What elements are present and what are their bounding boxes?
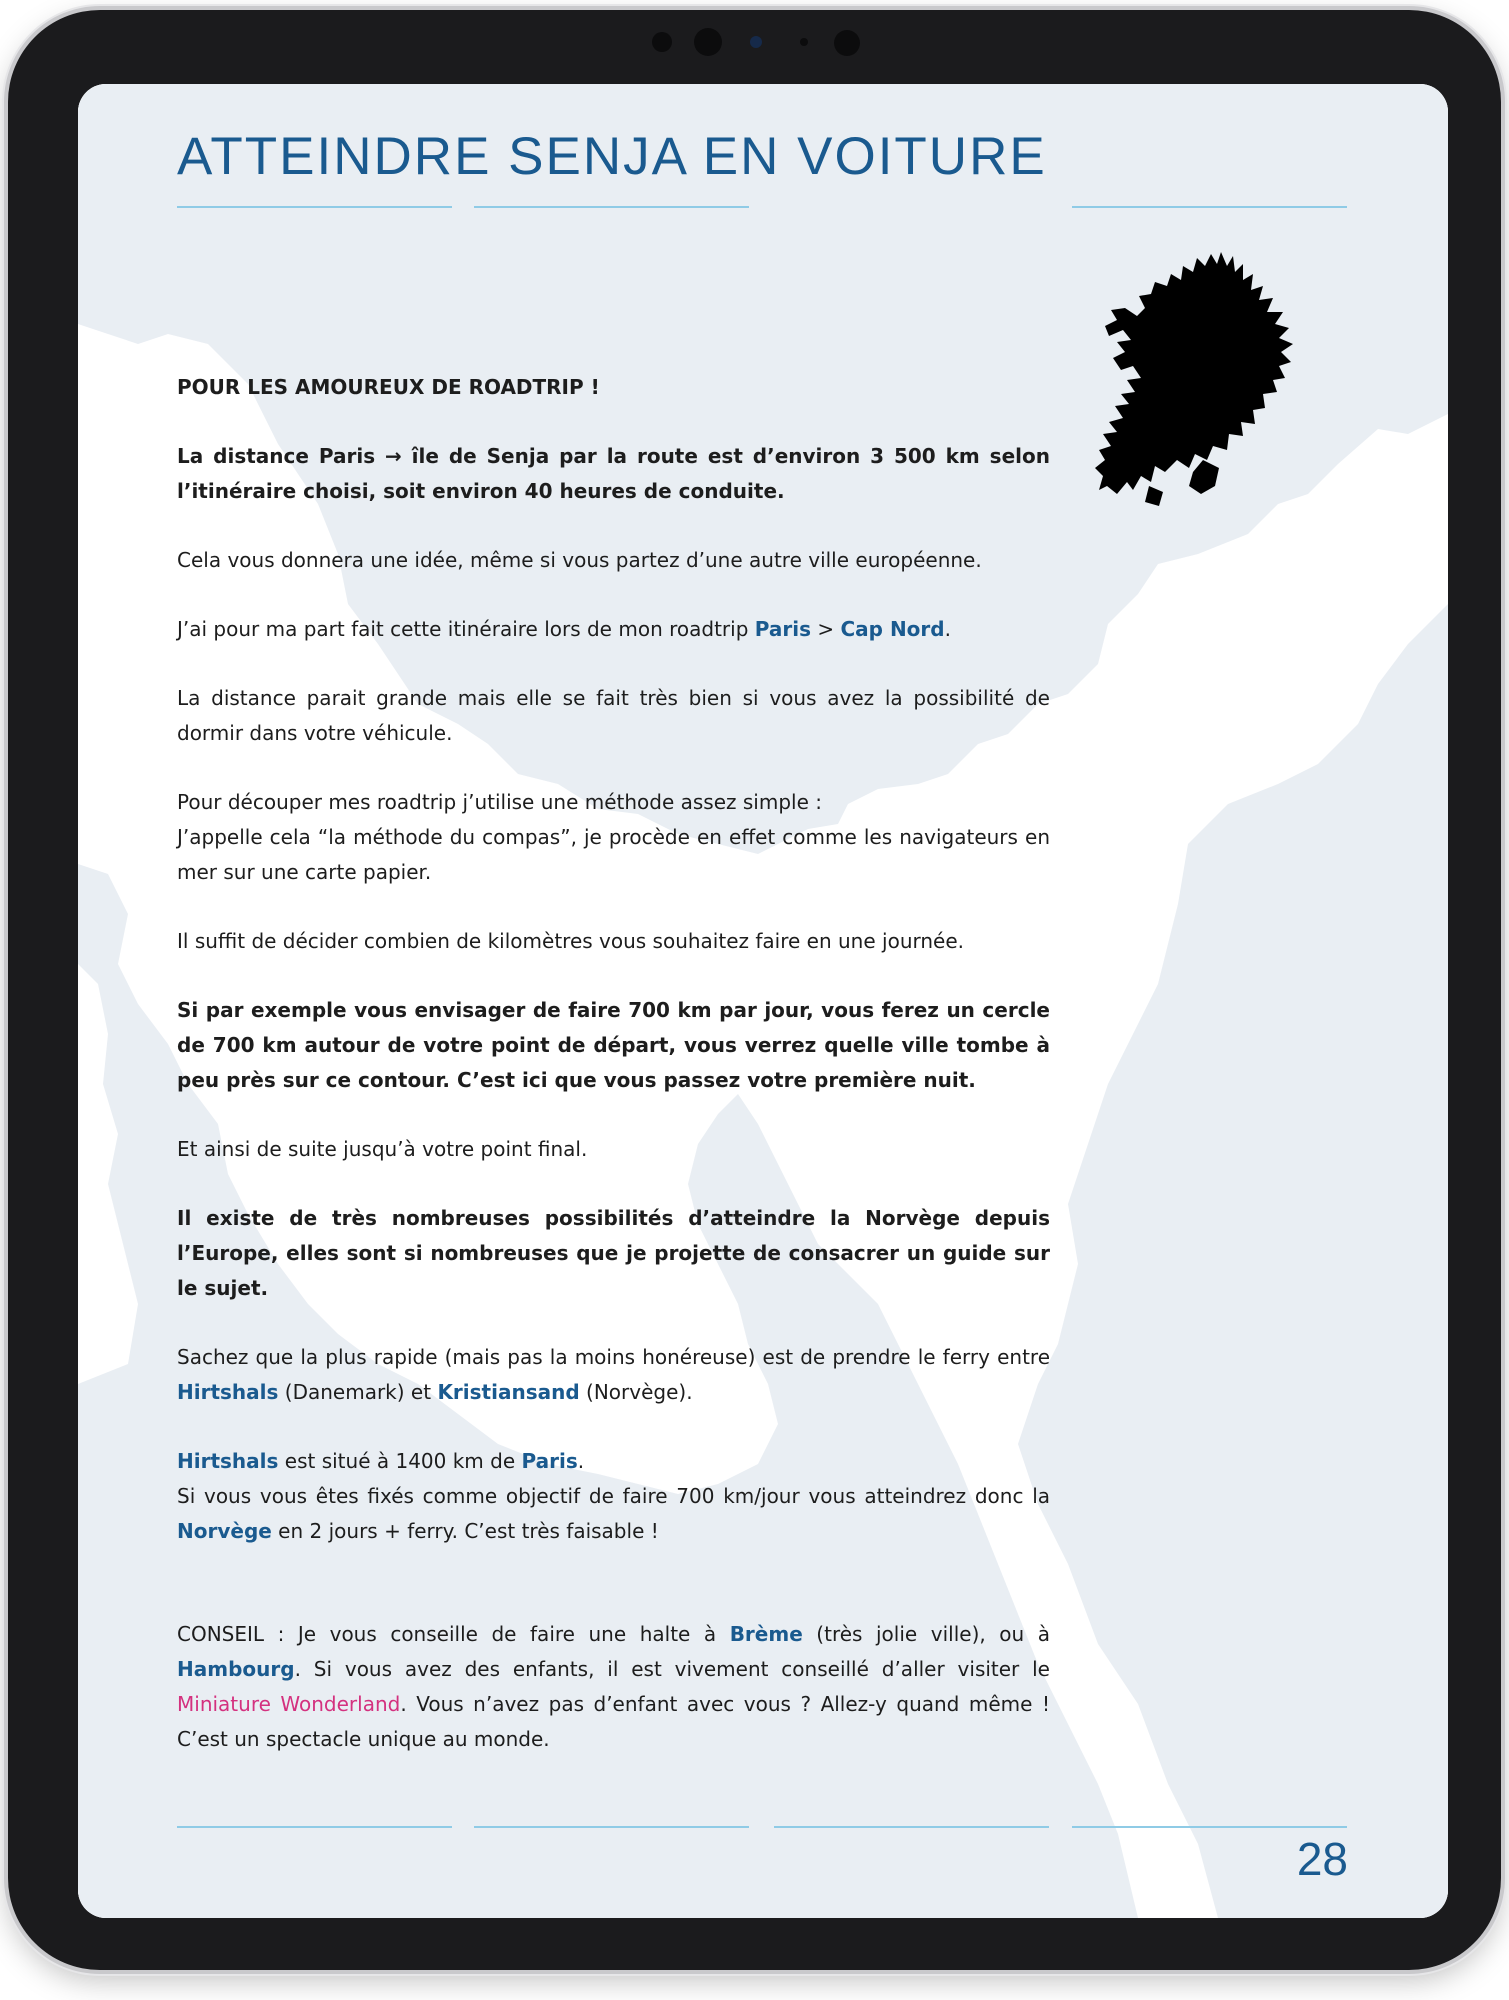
paragraph-compass-method: J’appelle cela “la méthode du compas”, je procède en effet comme les navigateurs en mer sur une carte papier. <box>177 825 1050 884</box>
conseil-text-mid2: . Si vous avez des enfants, il est vivement conseillé d’aller visiter le <box>294 1657 1050 1681</box>
link-miniature-wonderland[interactable]: Miniature Wonderland <box>177 1692 401 1716</box>
conseil-text-before: CONSEIL : Je vous conseille de faire une halte à <box>177 1622 730 1646</box>
tablet-frame <box>8 10 1501 1970</box>
camera-lens <box>694 28 722 56</box>
paragraph-conseil <box>177 1617 1050 1757</box>
paragraph-idea: Cela vous donnera une idée, même si vous partez d’une autre ville européenne. <box>177 548 982 572</box>
itinerary-text-after: . <box>944 617 951 641</box>
objective-text-after: en 2 jours + ferry. C’est très faisable ! <box>271 1519 659 1543</box>
paragraph-distance: La distance Paris → île de Senja par la route est d’environ 3 500 km selon l’itinéraire choisi, soit environ 40 heures de conduite. <box>177 444 1050 503</box>
bottom-rule-4 <box>1072 1826 1347 1828</box>
document-page <box>78 84 1448 1918</box>
top-rule-1 <box>177 206 452 208</box>
itinerary-text-before: J’ai pour ma part fait cette itinéraire lors de mon roadtrip <box>177 617 755 641</box>
link-kristiansand[interactable]: Kristiansand <box>437 1380 580 1404</box>
ferry-text-after: (Norvège). <box>579 1380 693 1404</box>
link-breme[interactable]: Brème <box>729 1622 803 1646</box>
paragraph-example: Si par exemple vous envisager de faire 700 km par jour, vous ferez un cercle de 700 km autour de votre point de départ, vous verrez quelle ville tombe à peu près sur ce contour. C’est ici que vous passez votre première nuit. <box>177 998 1050 1092</box>
link-hirtshals-2[interactable]: Hirtshals <box>177 1449 279 1473</box>
camera-dot-2 <box>800 38 808 46</box>
top-rule-3 <box>1072 206 1347 208</box>
camera-dot-3 <box>834 30 860 56</box>
itinerary-separator: > <box>811 617 841 641</box>
link-paris[interactable]: Paris <box>754 617 811 641</box>
bottom-rule-1 <box>177 1826 452 1828</box>
top-rule-2 <box>474 206 749 208</box>
paragraph-sleep: La distance parait grande mais elle se fait très bien si vous avez la possibilité de dormir dans votre véhicule. <box>177 686 1050 745</box>
ferry-text-mid: (Danemark) et <box>278 1380 438 1404</box>
page-number: 28 <box>1296 1833 1348 1885</box>
hirtshals-text-after: . <box>577 1449 585 1473</box>
paragraph-possibilities: Il existe de très nombreuses possibilités d’atteindre la Norvège depuis l’Europe, elles sont si nombreuses que je projette de consacrer un guide sur le sujet. <box>177 1206 1050 1300</box>
camera-dot-1 <box>652 32 672 52</box>
senja-island-silhouette <box>1093 246 1305 508</box>
spacer <box>177 1583 1050 1617</box>
conseil-text-mid1: (très jolie ville), ou à <box>802 1622 1050 1646</box>
link-cap-nord[interactable]: Cap Nord <box>840 617 945 641</box>
paragraph-ferry <box>177 1340 1050 1410</box>
paragraph-hirtshals-distance <box>177 1444 1050 1479</box>
article-body <box>177 370 1050 1791</box>
paragraph-itinerary <box>177 612 1050 647</box>
paragraph-final-point: Et ainsi de suite jusqu’à votre point final. <box>177 1137 588 1161</box>
paragraph-kilometers: Il suffit de décider combien de kilomètres vous souhaitez faire en une journée. <box>177 929 965 953</box>
bottom-rule-2 <box>474 1826 749 1828</box>
conseil-text-mid3: . Vous n’avez pas d’enfant avec vous ? Allez-y quand même ! C’est un spectacle unique au monde. <box>177 1692 1050 1751</box>
hirtshals-text-mid: est situé à 1400 km de <box>278 1449 522 1473</box>
paragraph-objective <box>177 1479 1050 1549</box>
bottom-rule-3 <box>774 1826 1049 1828</box>
link-hirtshals[interactable]: Hirtshals <box>177 1380 279 1404</box>
camera-sensor <box>750 36 762 48</box>
link-hambourg[interactable]: Hambourg <box>177 1657 295 1681</box>
page-title: ATTEINDRE SENJA EN VOITURE <box>177 127 1047 186</box>
link-paris-2[interactable]: Paris <box>521 1449 578 1473</box>
objective-text-before: Si vous vous êtes fixés comme objectif de faire 700 km/jour vous atteindrez donc la <box>177 1484 1050 1508</box>
paragraph-method-intro: Pour découper mes roadtrip j’utilise une méthode assez simple : <box>177 790 822 814</box>
ferry-text-before: Sachez que la plus rapide (mais pas la moins honéreuse) est de prendre le ferry entre <box>177 1345 1050 1369</box>
link-norvege[interactable]: Norvège <box>177 1519 272 1543</box>
section-heading: POUR LES AMOUREUX DE ROADTRIP ! <box>177 375 600 399</box>
